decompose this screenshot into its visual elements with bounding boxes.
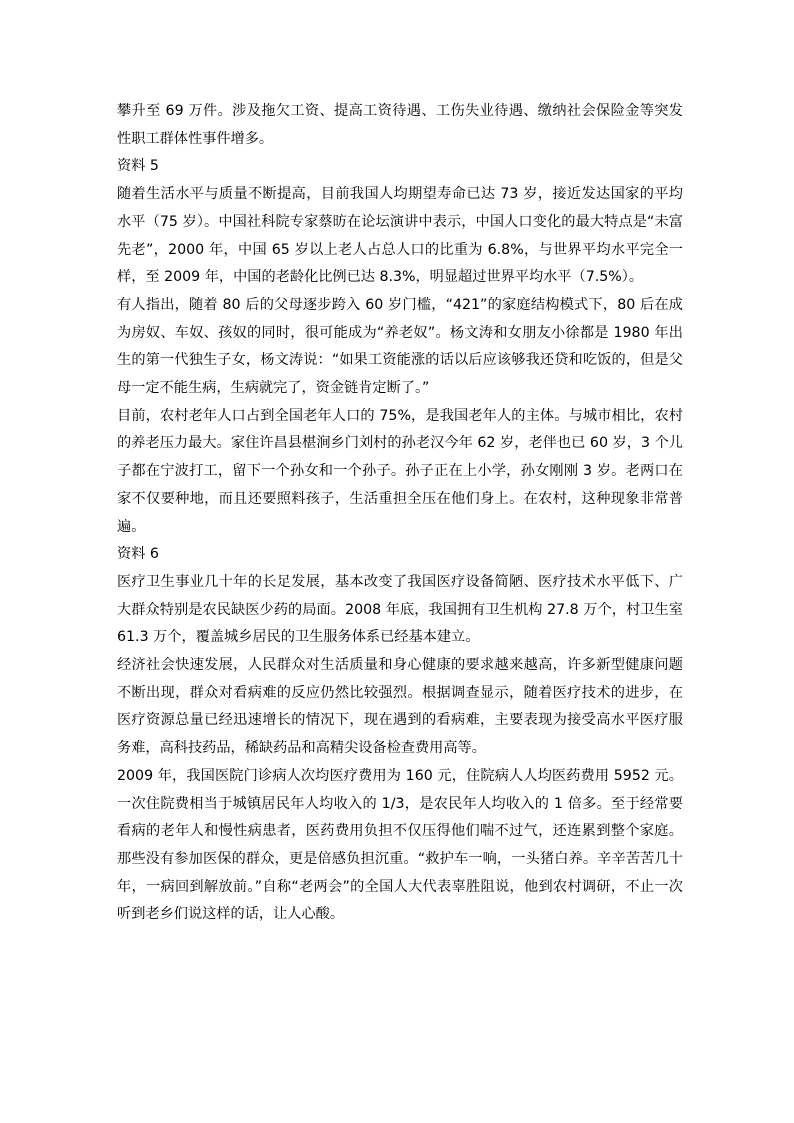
paragraph-421-family: 有人指出，随着 80 后的父母逐步跨入 60 岁门槛，“421”的家庭结构模式下，80 后在成为房奴、车奴、孩奴的同时，很可能成为“养老奴”。杨文涛和女朋友小徐都是 1980 年出生的第一代独生子女，杨文涛说：“如果工资能涨的话以后应该够我还贷和吃饭的，但是父母一定不能生病，生病就完了，资金链肯定断了。” — [117, 296, 683, 397]
paragraph-rural-elderly: 目前，农村老年人口占到全国老年人口的 75%，是我国老年人的主体。与城市相比，农村的养老压力最大。家住许昌县椹涧乡门刘村的孙老汉今年 62 岁，老伴也已 60 岁，3 个儿子都在宁波打工，留下一个孙女和一个孙子。孙子正在上小学，孙女刚刚 3 岁。老两口在家不仅要种地，而且还要照料孩子，生活重担全压在他们身上。在农村，这种现象非常普遍。 — [117, 407, 683, 535]
paragraph-life-expectancy: 随着生活水平与质量不断提高，目前我国人均期望寿命已达 73 岁，接近发达国家的平均水平（75 岁）。中国社科院专家蔡昉在论坛演讲中表示，中国人口变化的最大特点是“未富先老”，2000 年，中国 65 岁以上老人占总人口的比重为 6.8%，与世界平均水平完全一样，至 2009 年，中国的老龄化比例已达 8.3%，明显超过世界平均水平（7.5%）。 — [117, 186, 683, 286]
paragraph-healthcare-difficulty: 经济社会快速发展，人民群众对生活质量和身心健康的要求越来越高，许多新型健康问题不断出现，群众对看病难的反应仍然比较强烈。根据调查显示，随着医疗技术的进步，在医疗资源总量已经迅速增长的情况下，现在遇到的看病难，主要表现为接受高水平医疗服务难，高科技药品，稀缺药品和高精尖设备检查费用高等。 — [117, 657, 683, 757]
section-heading-material-6: 资料 6 — [117, 546, 159, 563]
paragraph-medical-costs: 2009 年，我国医院门诊病人次均医疗费用为 160 元，住院病人人均医药费用 5952 元。一次住院费相当于城镇居民年人均收入的 1/3，是农民年人均收入的 1 倍多。至于经常要看病的老年人和慢性病患者，医药费用负担不仅压得他们喘不过气，还连累到整个家庭。那些没有参加医保的群众，更是倍感负担沉重。“救护车一响，一头猪白养。辛辛苦苦几十年，一病回到解放前。”自称“老两会”的全国人大代表辜胜阻说，他到农村调研，不止一次听到老乡们说这样的话，让人心酸。 — [117, 767, 683, 923]
section-heading-material-5: 资料 5 — [117, 158, 159, 175]
paragraph-labor-disputes: 攀升至 69 万件。涉及拖欠工资、提高工资待遇、工伤失业待遇、缴纳社会保险金等突发性职工群体性事件增多。 — [117, 103, 683, 147]
paragraph-healthcare-development: 医疗卫生事业几十年的长足发展，基本改变了我国医疗设备简陋、医疗技术水平低下、广大群众特别是农民缺医少药的局面。2008 年底，我国拥有卫生机构 27.8 万个，村卫生室 61.3 万个，覆盖城乡居民的卫生服务体系已经基本建立。 — [117, 573, 683, 646]
document-page — [117, 98, 683, 929]
